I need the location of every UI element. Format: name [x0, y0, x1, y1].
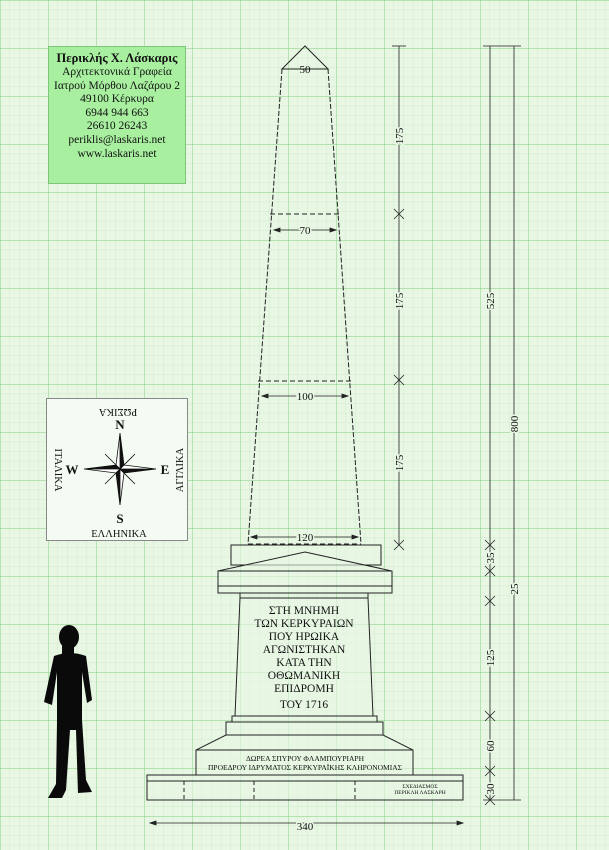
- dim-step: 60: [485, 740, 497, 752]
- dim-width-2: 70: [299, 225, 311, 237]
- office-city: 49100 Κέρκυρα: [80, 93, 154, 106]
- office-website: www.laskaris.net: [77, 147, 157, 160]
- compass-north: N: [115, 417, 125, 432]
- dim-die: 125: [485, 649, 497, 667]
- dim-shaft-seg-3: 175: [394, 454, 406, 472]
- dim-total-height: 800: [509, 415, 521, 433]
- inscription-line: ΤΟΥ 1716: [279, 699, 329, 711]
- compass-left-label: ΙΤΑΛΙΚΑ: [52, 448, 63, 492]
- architect-name: Περικλής Χ. Λάσκαρις: [56, 51, 178, 65]
- compass-bottom-label: ΕΛΛΗΝΙΚΑ: [91, 529, 147, 540]
- design-credit-line: ΠΕΡΙΚΛΗ ΛΑΣΚΑΡΗ: [394, 790, 446, 796]
- office-phone-mobile: 6944 944 663: [85, 106, 149, 119]
- inscription-line: ΠΟΥ ΗΡΩΙΚΑ: [268, 631, 340, 643]
- office-phone-land: 26610 26243: [86, 120, 148, 133]
- compass-west: W: [65, 462, 79, 477]
- pedestal-base-molding-2: [226, 722, 383, 735]
- compass-rose-icon: [47, 399, 189, 542]
- compass-rose-box: [46, 398, 188, 541]
- inscription-line: ΤΩΝ ΚΕΡΚΥΡΑΙΩΝ: [254, 618, 354, 630]
- dim-top-width: 50: [299, 64, 311, 76]
- dim-shaft-base-width: 120: [296, 532, 314, 544]
- compass-top-label: ΡΩΣΙΚΑ: [98, 406, 138, 417]
- office-title: Αρχιτεκτονικά Γραφεία: [62, 66, 172, 78]
- dim-shaft-total: 525: [485, 292, 497, 310]
- donation-line: ΠΡΟΕΔΡΟΥ ΙΔΡΥΜΑΤΟΣ ΚΕΡΚΥΡΑΪΚΗΣ ΚΛΗΡΟΝΟΜΙΑΣ: [207, 763, 403, 772]
- office-address: Ιατρού Μόρθου Λαζάρου 2: [54, 79, 180, 92]
- office-card: [48, 46, 186, 184]
- dim-plinth: 35: [485, 552, 497, 564]
- dim-width-3: 100: [296, 391, 314, 403]
- dim-cornice: 25: [509, 583, 521, 595]
- inscription-line: ΕΠΙΔΡΟΜΗ: [274, 683, 334, 695]
- design-credit-line: ΣΧΕΔΙΑΣΜΟΣ: [402, 784, 438, 790]
- inscription-line: ΣΤΗ ΜΝΗΜΗ: [268, 605, 340, 617]
- inscription-line: ΟΘΩΜΑΝΙΚΗ: [267, 670, 341, 682]
- donation-line: ΔΩΡΕΑ ΣΠΥΡΟΥ ΦΛΑΜΠΟΥΡΙΑΡΗ: [245, 754, 365, 763]
- compass-right-label: ΑΓΓΛΙΚΑ: [175, 447, 186, 493]
- inscription-line: ΑΓΩΝΙΣΤΗΚΑΝ: [262, 644, 346, 656]
- pedestal-base-molding-1: [232, 716, 377, 722]
- dim-base-width: 340: [296, 821, 314, 833]
- dim-shaft-seg-1: 175: [394, 127, 406, 145]
- dim-shaft-seg-2: 175: [394, 292, 406, 310]
- inscription-line: ΚΑΤΑ ΤΗΝ: [276, 657, 332, 669]
- compass-east: E: [160, 462, 170, 477]
- dim-foundation: 30: [485, 783, 497, 795]
- office-email: periklis@laskaris.net: [68, 133, 166, 146]
- compass-south: S: [116, 511, 124, 526]
